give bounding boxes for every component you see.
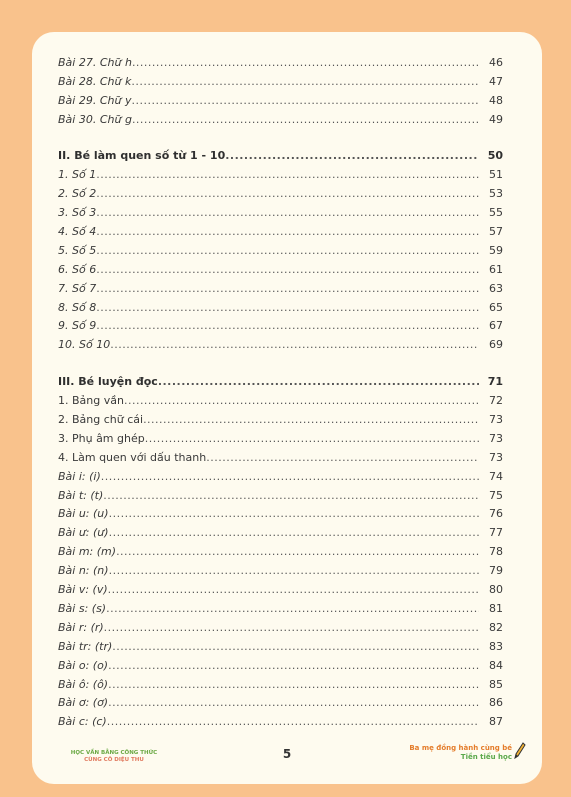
toc-entry-label: 10. Số 10	[58, 338, 111, 352]
toc-leader-dots	[112, 640, 479, 653]
toc-entry[interactable]	[58, 257, 503, 276]
toc-entry-label: Bài ơ: (ơ)	[58, 696, 109, 710]
toc-leader-dots	[106, 602, 479, 615]
toc-entry-label: Bài s: (s)	[58, 601, 107, 615]
toc-entry[interactable]	[58, 200, 503, 219]
toc-entry[interactable]	[58, 238, 503, 257]
toc-entry[interactable]	[58, 464, 503, 483]
toc-entry-page: 73	[489, 431, 503, 445]
toc-leader-dots	[107, 715, 479, 728]
toc-entry[interactable]	[58, 445, 503, 464]
toc-entry[interactable]	[58, 107, 503, 126]
toc-entry-page: 73	[489, 450, 503, 464]
table-of-contents	[58, 50, 503, 728]
toc-entry-label: 9. Số 9	[58, 319, 97, 333]
toc-entry-label: Bài 27. Chữ h	[58, 55, 132, 69]
toc-leader-dots	[143, 413, 479, 426]
toc-leader-dots	[109, 564, 479, 577]
toc-entry-label: II. Bé làm quen số từ 1 - 10	[58, 149, 226, 163]
footer-right-line1: Ba mẹ đồng hành cùng bé	[409, 744, 512, 752]
toc-entry-label: Bài n: (n)	[58, 564, 109, 578]
toc-entry-page: 49	[489, 112, 503, 126]
toc-leader-dots	[108, 678, 479, 691]
toc-leader-dots	[124, 394, 479, 407]
toc-entry[interactable]	[58, 295, 503, 314]
toc-entry-page: 84	[489, 658, 503, 672]
toc-leader-dots	[145, 432, 479, 445]
toc-leader-dots	[116, 545, 479, 558]
toc-leader-dots	[131, 75, 479, 88]
toc-leader-dots	[96, 168, 479, 181]
pencil-icon	[514, 742, 526, 760]
toc-entry[interactable]	[58, 577, 503, 596]
footer-right-line2: Tiền tiểu học	[460, 753, 512, 761]
toc-entry[interactable]	[58, 634, 503, 653]
toc-entry-label: 8. Số 8	[58, 300, 97, 314]
toc-entry[interactable]	[58, 502, 503, 521]
toc-leader-dots	[131, 94, 479, 107]
toc-entry-label: Bài 28. Chữ k	[58, 74, 132, 88]
toc-entry-page: 86	[489, 696, 503, 710]
toc-entry[interactable]	[58, 388, 503, 407]
toc-leader-dots	[96, 263, 479, 276]
toc-entry-label: Bài ư: (ư)	[58, 526, 109, 540]
toc-entry-page: 75	[489, 488, 503, 502]
toc-entry-label: 3. Số 3	[58, 206, 97, 220]
toc-section-heading[interactable]	[58, 369, 503, 388]
toc-entry-page: 59	[489, 243, 503, 257]
toc-entry[interactable]	[58, 332, 503, 351]
toc-entry-label: Bài m: (m)	[58, 545, 117, 559]
section-gap	[58, 126, 503, 144]
toc-leader-dots	[108, 696, 479, 709]
toc-entry-page: 77	[489, 526, 503, 540]
toc-leader-dots	[96, 244, 479, 257]
toc-entry-label: Bài tr: (tr)	[58, 639, 113, 653]
toc-leader-dots	[109, 507, 479, 520]
toc-leader-dots	[132, 56, 479, 69]
toc-entry-label: 4. Số 4	[58, 225, 97, 239]
toc-entry-page: 57	[489, 225, 503, 239]
footer-brand-right	[392, 744, 512, 762]
toc-leader-dots	[96, 319, 479, 332]
toc-entry-label: Bài c: (c)	[58, 715, 107, 729]
toc-entry[interactable]	[58, 558, 503, 577]
toc-entry-page: 78	[489, 545, 503, 559]
toc-leader-dots	[96, 225, 479, 238]
toc-entry-page: 83	[489, 639, 503, 653]
toc-entry-label: Bài 29. Chữ y	[58, 93, 132, 107]
toc-entry-page: 81	[489, 601, 503, 615]
toc-entry[interactable]	[58, 219, 503, 238]
toc-entry-page: 71	[487, 375, 503, 389]
toc-entry-page: 76	[489, 507, 503, 521]
toc-leader-dots	[225, 149, 479, 162]
toc-entry-page: 74	[489, 469, 503, 483]
toc-entry-label: Bài 30. Chữ g	[58, 112, 132, 126]
toc-entry[interactable]	[58, 426, 503, 445]
toc-leader-dots	[108, 659, 479, 672]
toc-entry-label: Bài ô: (ô)	[58, 677, 109, 691]
page-number: 5	[282, 747, 292, 761]
toc-entry-page: 73	[489, 413, 503, 427]
toc-leader-dots	[108, 583, 479, 596]
toc-entry-label: Bài i: (i)	[58, 469, 101, 483]
toc-entry[interactable]	[58, 596, 503, 615]
toc-entry[interactable]	[58, 314, 503, 333]
toc-entry[interactable]	[58, 520, 503, 539]
toc-entry-label: 2. Bảng chữ cái	[58, 413, 144, 427]
toc-entry-label: 1. Số 1	[58, 168, 97, 182]
toc-entry-label: Bài t: (t)	[58, 488, 104, 502]
toc-leader-dots	[206, 451, 479, 464]
toc-leader-dots	[103, 489, 479, 502]
toc-entry-page: 67	[489, 319, 503, 333]
toc-entry-label: 3. Phụ âm ghép	[58, 431, 145, 445]
toc-section-heading[interactable]	[58, 144, 503, 163]
toc-entry-page: 55	[489, 206, 503, 220]
toc-leader-dots	[132, 113, 479, 126]
toc-entry-label: 5. Số 5	[58, 243, 97, 257]
toc-entry[interactable]	[58, 615, 503, 634]
toc-entry-page: 53	[489, 187, 503, 201]
toc-entry-label: III. Bé luyện đọc	[58, 375, 158, 389]
toc-entry-label: 4. Làm quen với dấu thanh	[58, 450, 207, 464]
toc-leader-dots	[109, 526, 479, 539]
toc-leader-dots	[96, 301, 479, 314]
toc-entry-page: 69	[489, 338, 503, 352]
toc-entry-page: 79	[489, 564, 503, 578]
toc-entry-page: 65	[489, 300, 503, 314]
toc-entry-page: 82	[489, 620, 503, 634]
toc-entry-label: Bài o: (o)	[58, 658, 109, 672]
toc-leader-dots	[96, 187, 479, 200]
toc-entry[interactable]	[58, 407, 503, 426]
document-page	[32, 32, 542, 784]
toc-leader-dots	[104, 621, 479, 634]
toc-entry[interactable]	[58, 539, 503, 558]
toc-entry[interactable]	[58, 653, 503, 672]
toc-entry[interactable]	[58, 709, 503, 728]
toc-entry-page: 46	[489, 55, 503, 69]
footer-left-line1: HỌC VẦN BẰNG CÔNG THỨC	[70, 750, 158, 756]
toc-entry-label: 6. Số 6	[58, 262, 97, 276]
toc-entry[interactable]	[58, 50, 503, 69]
toc-entry-label: 2. Số 2	[58, 187, 97, 201]
section-gap	[58, 351, 503, 369]
toc-entry[interactable]	[58, 691, 503, 710]
toc-entry[interactable]	[58, 162, 503, 181]
toc-entry[interactable]	[58, 69, 503, 88]
toc-entry-page: 47	[489, 74, 503, 88]
toc-entry-label: Bài v: (v)	[58, 583, 108, 597]
toc-entry[interactable]	[58, 483, 503, 502]
toc-leader-dots	[96, 282, 479, 295]
toc-leader-dots	[158, 375, 479, 388]
toc-entry[interactable]	[58, 181, 503, 200]
toc-entry-page: 72	[489, 394, 503, 408]
toc-entry-label: 7. Số 7	[58, 281, 97, 295]
toc-entry-page: 61	[489, 262, 503, 276]
toc-entry[interactable]	[58, 672, 503, 691]
toc-entry-page: 51	[489, 168, 503, 182]
toc-entry-label: Bài r: (r)	[58, 620, 104, 634]
toc-leader-dots	[110, 338, 479, 351]
toc-leader-dots	[96, 206, 479, 219]
toc-leader-dots	[101, 470, 479, 483]
toc-entry[interactable]	[58, 276, 503, 295]
toc-entry-label: Bài u: (u)	[58, 507, 109, 521]
footer-left-line2: CÙNG CÔ DIỆU THU	[84, 757, 144, 763]
toc-entry[interactable]	[58, 88, 503, 107]
toc-entry-page: 80	[489, 583, 503, 597]
toc-entry-label: 1. Bảng vần	[58, 394, 124, 408]
toc-entry-page: 48	[489, 93, 503, 107]
toc-entry-page: 63	[489, 281, 503, 295]
toc-entry-page: 85	[489, 677, 503, 691]
toc-entry-page: 87	[489, 715, 503, 729]
toc-entry-page: 50	[487, 149, 503, 163]
